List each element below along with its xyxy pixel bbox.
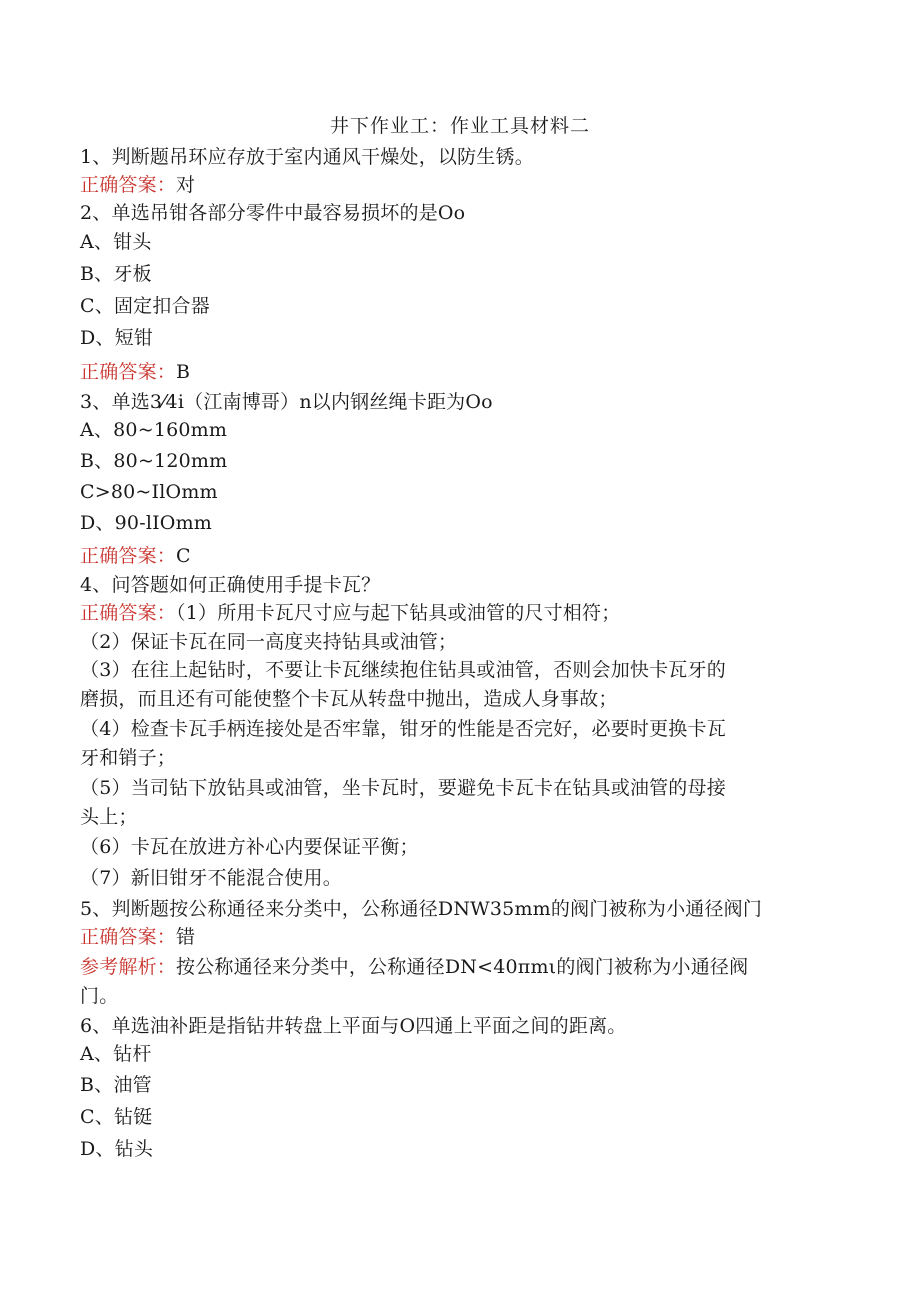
answer-step: （4）检查卡瓦手柄连接处是否牢靠，钳牙的性能是否完好，必要时更换卡瓦 <box>80 718 726 740</box>
answer-step-cont: 头上； <box>80 806 138 828</box>
answer-value: B <box>176 361 191 383</box>
option-a: A、80~160mm <box>80 419 228 441</box>
answer-step: （2）保证卡瓦在同一高度夹持钻具或油管； <box>80 631 458 653</box>
answer-label: 正确答案： <box>80 545 177 567</box>
option-b: B、牙板 <box>80 263 152 285</box>
option-b: B、80~120mm <box>80 450 228 472</box>
option-c: C、固定扣合器 <box>80 295 210 317</box>
answer-line-5 <box>80 925 195 949</box>
question-4: 4、问答题如何正确使用手提卡瓦？ <box>80 574 381 596</box>
answer-label: 正确答案： <box>80 361 177 383</box>
option-b: B、油管 <box>80 1074 152 1096</box>
answer-step: （5）当司钻下放钻具或油管，坐卡瓦时，要避免卡瓦卡在钻具或油管的母接 <box>80 777 726 799</box>
answer-label: 正确答案： <box>80 174 177 196</box>
answer-line-4 <box>80 601 620 625</box>
option-c: C、钻铤 <box>80 1106 153 1128</box>
question-3: 3、单选3⁄4i（江南博哥）n以内钢丝绳卡距为Oo <box>80 391 493 413</box>
answer-line-2 <box>80 360 190 384</box>
question-5: 5、判断题按公称通径来分类中，公称通径DNW35mm的阀门被称为小通径阀门 <box>80 898 763 920</box>
question-2: 2、单选吊钳各部分零件中最容易损坏的是Oo <box>80 202 466 224</box>
answer-value: 对 <box>176 174 196 196</box>
answer-step-cont: 牙和销子； <box>80 747 177 769</box>
question-6: 6、单选油补距是指钻井转盘上平面与O四通上平面之间的距离。 <box>80 1015 627 1037</box>
option-d: D、90-lIOmm <box>80 512 213 534</box>
explanation-label: 参考解析： <box>80 956 177 978</box>
answer-label: 正确答案： <box>80 602 177 624</box>
explanation-cont: 门。 <box>80 985 119 1007</box>
answer-value: （1）所用卡瓦尺寸应与起下钻具或油管的尺寸相符； <box>176 602 621 624</box>
answer-line-1 <box>80 173 195 197</box>
answer-label: 正确答案： <box>80 926 177 948</box>
answer-step: （6）卡瓦在放进方补心内要保证平衡； <box>80 836 419 858</box>
answer-value: 错 <box>176 926 196 948</box>
option-c: C>80~IlOmm <box>80 481 218 503</box>
answer-step: （7）新旧钳牙不能混合使用。 <box>80 867 342 889</box>
answer-step: （3）在往上起钻时，不要让卡瓦继续抱住钻具或油管，否则会加快卡瓦牙的 <box>80 659 726 681</box>
answer-value: C <box>176 545 191 567</box>
answer-step-cont: 磨损，而且还有可能使整个卡瓦从转盘中抛出，造成人身事故； <box>80 688 618 710</box>
question-1: 1、判断题吊环应存放于室内通风干燥处，以防生锈。 <box>80 146 534 168</box>
answer-line-3 <box>80 544 191 568</box>
option-a: A、钻杆 <box>80 1043 152 1065</box>
explanation-text: 按公称通径来分类中，公称通径DN<40πmι的阀门被称为小通径阀 <box>176 956 749 978</box>
document-title: 井下作业工：作业工具材料二 <box>329 115 590 137</box>
option-d: D、钻头 <box>80 1138 154 1160</box>
explanation-line <box>80 955 748 979</box>
option-d: D、短钳 <box>80 327 154 349</box>
option-a: A、钳头 <box>80 231 152 253</box>
